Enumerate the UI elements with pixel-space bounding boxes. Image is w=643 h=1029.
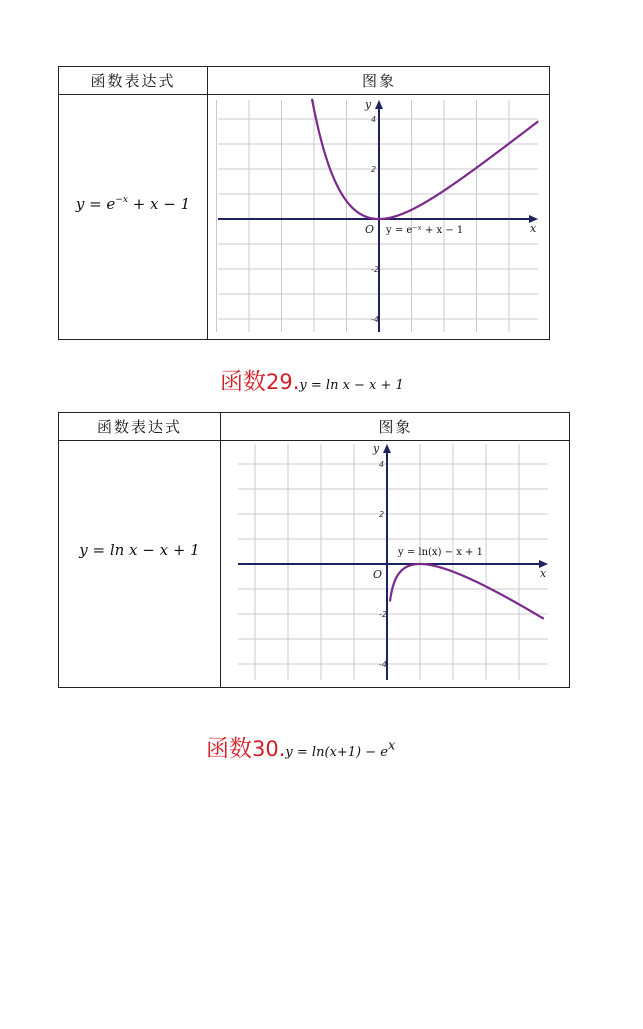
function-expression: y = ln x − x + 1 xyxy=(79,541,200,559)
function-graph-1 xyxy=(208,96,548,336)
y-axis-arrow xyxy=(375,100,383,109)
curve-equation-label: y = e⁻ˣ + x − 1 xyxy=(386,225,464,236)
curve-equation-label: y = ln(x) − x + 1 xyxy=(398,547,483,558)
y-axis-arrow xyxy=(383,444,391,453)
header-graph: 图象 xyxy=(378,418,413,436)
function-graph-2 xyxy=(230,440,560,686)
origin-label: O xyxy=(365,223,375,236)
function-curve xyxy=(390,564,544,619)
header-expression: 函数表达式 xyxy=(96,418,182,436)
y-axis-label: y xyxy=(373,442,380,455)
y-tick-label: -2 xyxy=(379,610,387,619)
caption-function-30: 函数$30.y = \ln(x+1) - e^x$ xyxy=(206,736,396,762)
caption-function-29: 函数29.y = ln x − x + 1 xyxy=(220,369,404,395)
y-tick-label: 4 xyxy=(379,460,385,469)
function-curve xyxy=(312,99,538,219)
y-tick-label: -4 xyxy=(371,315,379,324)
x-axis-label: x xyxy=(540,567,547,580)
y-tick-label: -2 xyxy=(371,265,379,274)
x-axis-label: x xyxy=(530,222,537,235)
header-graph: 图象 xyxy=(361,72,396,90)
y-tick-label: 2 xyxy=(371,165,377,174)
column-divider xyxy=(220,413,221,687)
y-tick-label: -4 xyxy=(379,660,387,669)
origin-label: O xyxy=(373,568,383,581)
y-tick-label: 4 xyxy=(371,115,377,124)
function-expression: $y = e^{-x} + x - 1$ xyxy=(75,195,191,213)
y-tick-label: 2 xyxy=(379,510,385,519)
y-axis-label: y xyxy=(365,98,372,111)
header-expression: 函数表达式 xyxy=(90,72,176,90)
